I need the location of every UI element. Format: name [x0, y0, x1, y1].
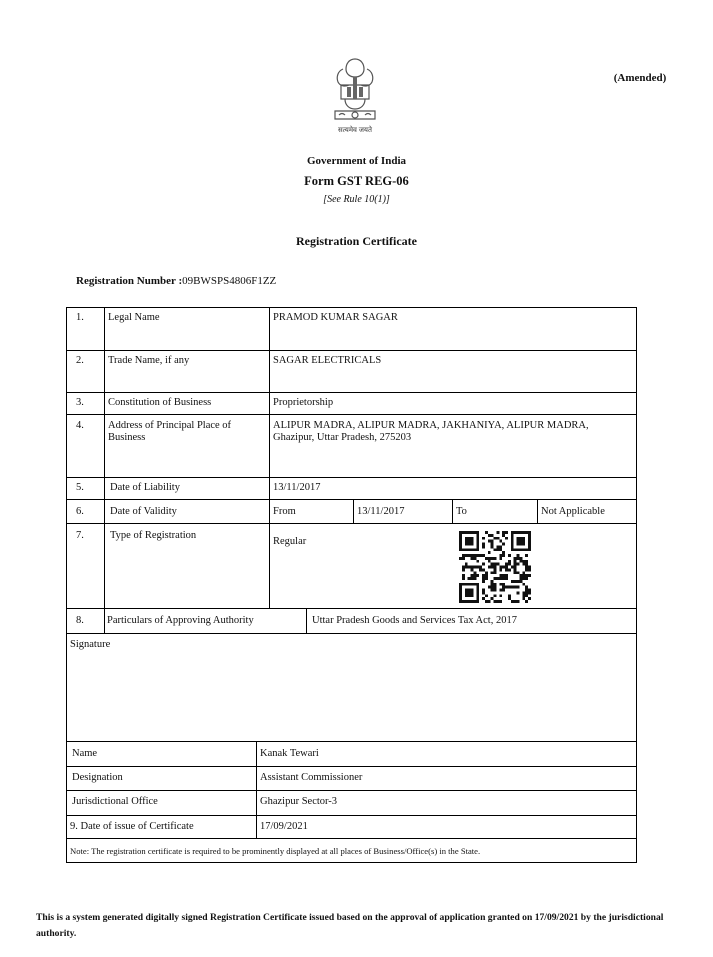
row-8-label: Particulars of Approving Authority [107, 615, 254, 626]
signature-label: Signature [70, 639, 111, 650]
national-emblem-icon [325, 55, 385, 135]
validity-from-value: 13/11/2017 [357, 506, 405, 517]
form-name: Form GST REG-06 [304, 174, 409, 188]
designation-label: Designation [72, 772, 123, 783]
row-5-number: 5. [76, 482, 84, 493]
row-1-number: 1. [76, 312, 84, 323]
officer-name-value: Kanak Tewari [260, 748, 319, 759]
registration-number-line [76, 275, 276, 287]
emblem-motto: सत्यमेव जयते [338, 126, 372, 134]
certificate-title: Registration Certificate [296, 234, 417, 248]
validity-from-label: From [273, 506, 296, 517]
designation-value: Assistant Commissioner [260, 772, 363, 783]
constitution-value: Proprietorship [273, 397, 334, 408]
row-6-number: 6. [76, 506, 84, 517]
row-3-number: 3. [76, 397, 84, 408]
row-4-label: Address of Principal Place of Business [108, 420, 232, 443]
row-7-label: Type of Registration [110, 530, 197, 541]
jurisdictional-office-label: Jurisdictional Office [72, 796, 158, 807]
registration-number-label: Registration Number : [76, 275, 183, 287]
footer-disclaimer: This is a system generated digitally signed Registration Certificate issued based on the approval of application granted on 17/09/2021 by the jurisdictional authority. [36, 912, 664, 939]
trade-name-value: SAGAR ELECTRICALS [273, 355, 382, 366]
issue-date-label: 9. Date of issue of Certificate [70, 821, 194, 832]
row-8-number: 8. [76, 615, 84, 626]
qr-code-icon [459, 531, 531, 603]
registration-number-value: 09BWSPS4806F1ZZ [182, 275, 277, 287]
row-7-number: 7. [76, 530, 84, 541]
row-1-label: Legal Name [108, 312, 160, 323]
officer-name-label: Name [72, 748, 98, 759]
legal-name-value: PRAMOD KUMAR SAGAR [273, 312, 398, 323]
registration-type-value: Regular [273, 536, 307, 547]
government-heading: Government of India [307, 155, 406, 167]
address-value: ALIPUR MADRA, ALIPUR MADRA, JAKHANIYA, ALIPUR MADRA, Ghazipur, Uttar Pradesh, 275203 [273, 420, 589, 443]
row-2-number: 2. [76, 355, 84, 366]
row-5-label: Date of Liability [110, 482, 180, 493]
amended-label: (Amended) [613, 72, 667, 84]
validity-to-label: To [456, 506, 467, 517]
issue-date-value: 17/09/2021 [260, 821, 308, 832]
validity-to-value: Not Applicable [541, 506, 605, 517]
display-note: Note: The registration certificate is required to be prominently displayed at all places of Business/Office(s) in the State. [70, 846, 481, 856]
row-6-label: Date of Validity [110, 506, 177, 517]
liability-date-value: 13/11/2017 [273, 482, 321, 493]
approving-authority-value: Uttar Pradesh Goods and Services Tax Act, 2017 [312, 615, 517, 626]
row-4-number: 4. [76, 420, 84, 431]
row-2-label: Trade Name, if any [108, 355, 190, 366]
row-3-label: Constitution of Business [108, 397, 212, 408]
rule-reference: [See Rule 10(1)] [323, 194, 390, 205]
jurisdictional-office-value: Ghazipur Sector-3 [260, 796, 338, 807]
